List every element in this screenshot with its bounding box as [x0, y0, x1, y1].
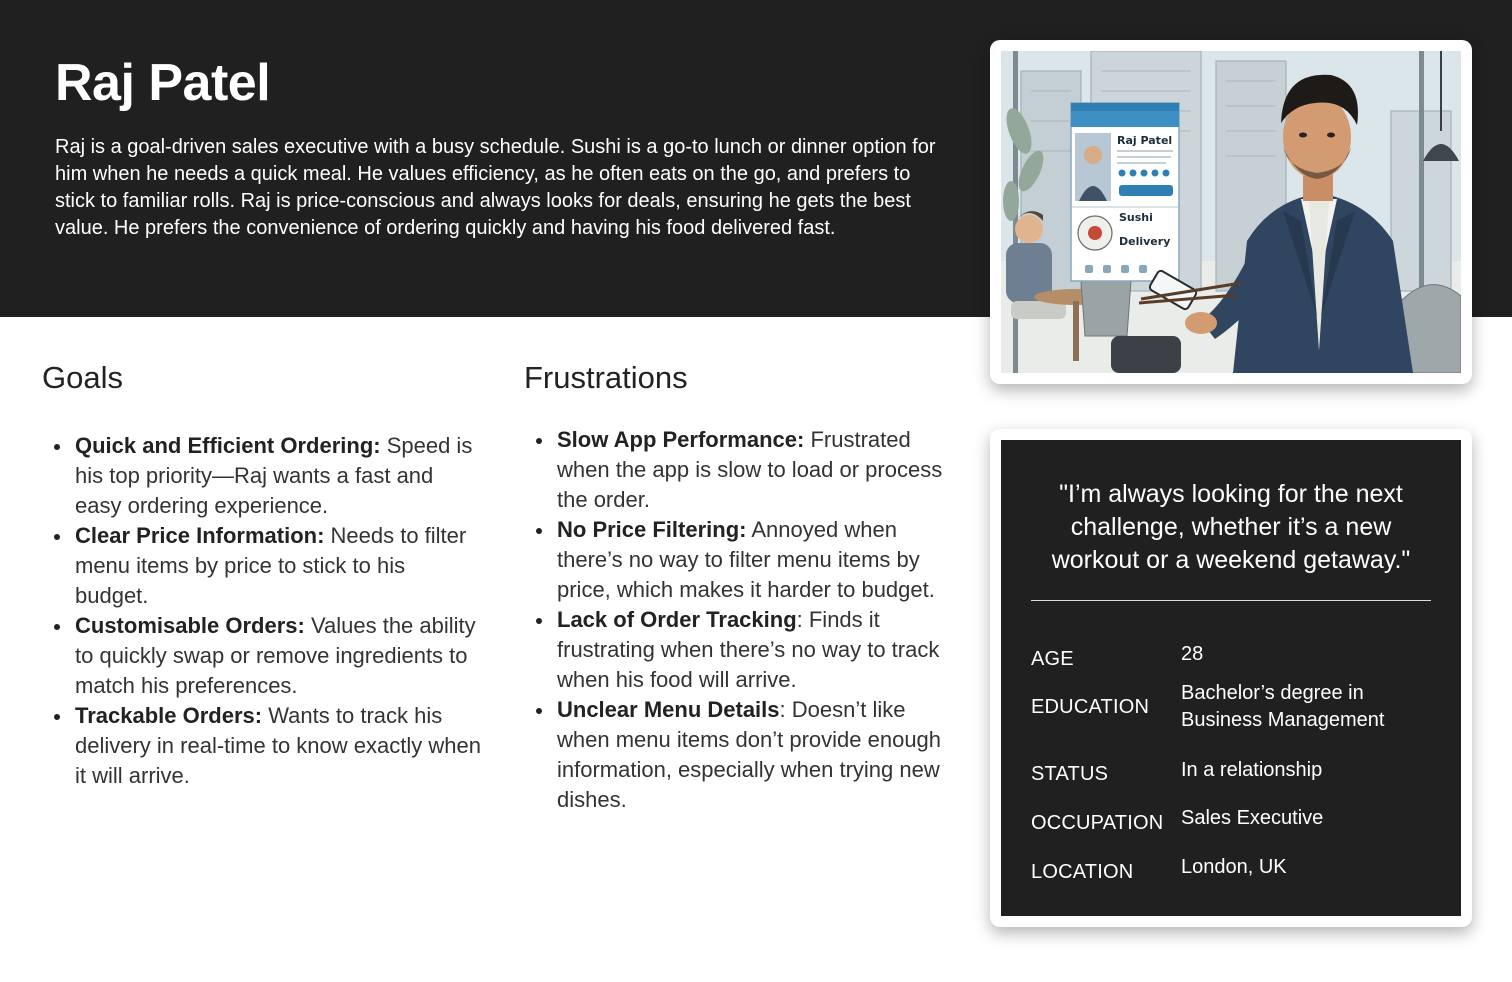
- list-item: [52, 701, 482, 791]
- bullet-icon: [536, 708, 542, 714]
- frustration-text: : Doesn’t like when menu items don’t provide enough information, especially when trying new dishes.: [557, 697, 942, 812]
- frustrations-heading: Frustrations: [524, 360, 688, 395]
- list-item: [52, 521, 482, 611]
- bullet-icon: [54, 714, 60, 720]
- bullet-icon: [536, 528, 542, 534]
- persona-illustration: [1001, 51, 1461, 373]
- goal-text: Needs to filter menu items by price to stick to his budget.: [75, 523, 467, 608]
- bullet-icon: [536, 618, 542, 624]
- frustration-title: Lack of Order Tracking: [557, 607, 797, 632]
- frustrations-list: [534, 425, 964, 815]
- persona-details-panel: [1001, 440, 1461, 916]
- persona-bio: Raj is a goal-driven sales executive with a busy schedule. Sushi is a go-to lunch or dinner option for him when he needs a quick meal. He values efficiency, as he often eats on the go, and prefers to stick to familiar rolls. Raj is price-conscious and always looks for deals, ensuring he gets the best value. He prefers the convenience of ordering quickly and having his food delivered fast.: [55, 136, 936, 239]
- persona-name: Raj Patel: [55, 54, 271, 112]
- frustration-title: Slow App Performance:: [557, 427, 805, 452]
- list-item: [52, 431, 482, 521]
- age-label: AGE: [1031, 648, 1074, 670]
- age-value: 28: [1181, 643, 1204, 665]
- location-label: LOCATION: [1031, 861, 1134, 883]
- goal-title: Customisable Orders:: [75, 613, 305, 638]
- status-value: In a relationship: [1181, 759, 1323, 781]
- persona-details-card: [990, 429, 1472, 927]
- list-item: [534, 695, 964, 815]
- persona-photo: [1001, 51, 1461, 373]
- goal-text: Values the ability to quickly swap or remove ingredients to match his preferences.: [75, 613, 476, 698]
- goals-heading: Goals: [42, 360, 123, 395]
- frustration-text: Frustrated when the app is slow to load or process the order.: [557, 427, 943, 512]
- occupation-value: Sales Executive: [1181, 807, 1324, 829]
- divider: [1031, 600, 1431, 601]
- frustration-title: No Price Filtering:: [557, 517, 747, 542]
- goal-title: Quick and Efficient Ordering:: [75, 433, 381, 458]
- education-label: EDUCATION: [1031, 696, 1150, 718]
- education-value: Bachelor’s degree in Business Management: [1181, 682, 1385, 731]
- phone-item-sushi: Sushi: [1119, 211, 1153, 224]
- bullet-icon: [536, 438, 542, 444]
- persona-photo-card: [990, 40, 1472, 384]
- location-value: London, UK: [1181, 856, 1287, 878]
- frustration-text: : Finds it frustrating when there’s no way to track when his food will arrive.: [557, 607, 940, 692]
- phone-profile-name: Raj Patel: [1117, 134, 1173, 147]
- frustration-text: Annoyed when there’s no way to filter menu items by price, which makes it harder to budget.: [557, 517, 935, 602]
- goal-title: Clear Price Information:: [75, 523, 325, 548]
- list-item: [534, 425, 964, 515]
- bullet-icon: [54, 534, 60, 540]
- bullet-icon: [54, 444, 60, 450]
- occupation-label: OCCUPATION: [1031, 812, 1164, 834]
- goal-text: Speed is his top priority—Raj wants a fast and easy ordering experience.: [75, 433, 473, 518]
- list-item: [534, 605, 964, 695]
- phone-item-delivery: Delivery: [1119, 235, 1171, 248]
- status-label: STATUS: [1031, 763, 1109, 785]
- goals-list: [52, 431, 482, 791]
- frustration-title: Unclear Menu Details: [557, 697, 780, 722]
- goal-text: Wants to track his delivery in real-time to know exactly when it will arrive.: [75, 703, 481, 788]
- list-item: [534, 515, 964, 605]
- list-item: [52, 611, 482, 701]
- bullet-icon: [54, 624, 60, 630]
- persona-quote: "I’m always looking for the next challenge, whether it’s a new workout or a weekend getaway.": [1051, 480, 1411, 574]
- goal-title: Trackable Orders:: [75, 703, 263, 728]
